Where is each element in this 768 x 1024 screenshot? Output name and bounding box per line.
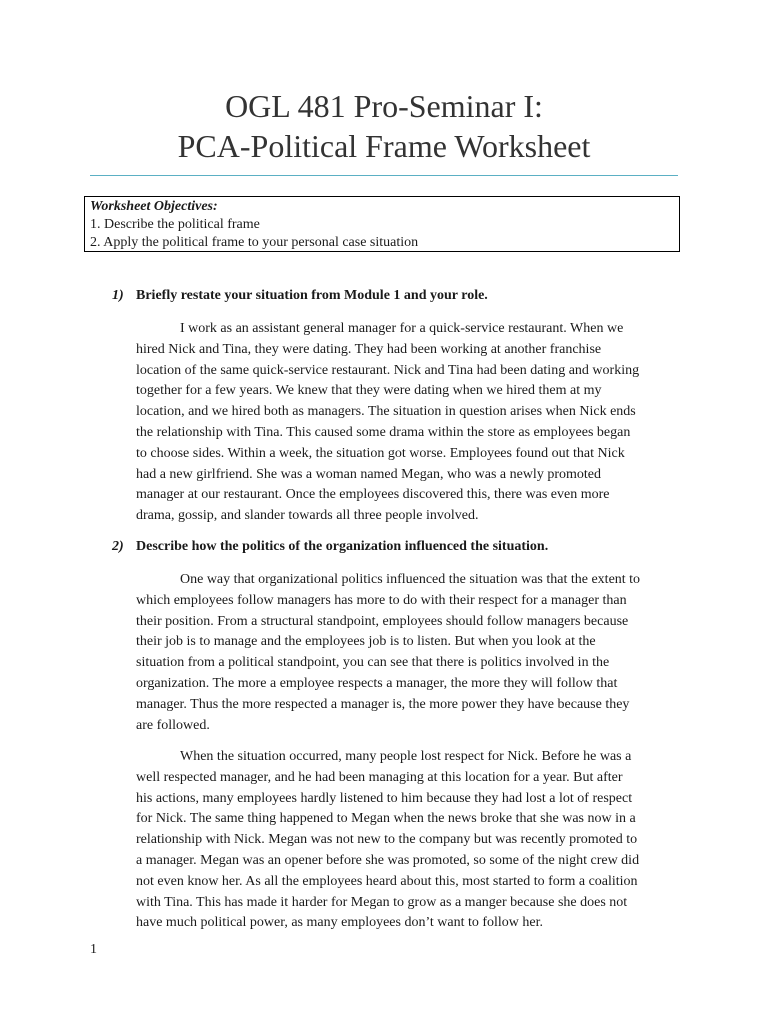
text-line: drama, gossip, and slander towards all three people involved.: [136, 508, 479, 524]
question-1-answer-paragraph: [136, 319, 682, 527]
text-line: relationship with Nick. Megan was not new to the company but was recently promoted to: [136, 832, 638, 848]
text-line: situation from a political standpoint, you can see that there is politics involved in the: [136, 655, 610, 671]
question-2-heading: [112, 539, 548, 555]
objectives-heading: Worksheet Objectives:: [90, 199, 218, 214]
text-line: not even know her. As all the employees heard about this, most started to form a coalition: [136, 873, 638, 889]
text-line: with Tina. This has made it harder for Megan to grow as a manger because she does not: [136, 894, 628, 910]
objectives-box: [84, 196, 680, 252]
page-number: 1: [90, 942, 97, 957]
text-line: organization. The more a employee respects a manager, the more they will follow that: [136, 675, 618, 691]
text-line: their position. From a structural standpoint, employees should follow managers because: [136, 613, 629, 629]
text-line: a manager. Megan was an opener before she was promoted, so some of the night crew did: [136, 852, 640, 868]
question-text: Briefly restate your situation from Module 1 and your role.: [136, 288, 488, 303]
question-1-heading: [112, 288, 488, 304]
objective-item: 1. Describe the political frame: [90, 217, 260, 232]
objective-item: 2. Apply the political frame to your personal case situation: [90, 235, 419, 250]
document-title: [0, 86, 768, 166]
question-2-answer-paragraph-1: [136, 570, 682, 736]
text-line: which employees follow managers has more to do with their respect for a manager than: [136, 592, 627, 608]
question-number: 1): [112, 288, 124, 303]
text-line: manager. Thus the more respected a manager is, the more power they have because they: [136, 696, 630, 712]
text-line: hired Nick and Tina, they were dating. They had been working at another franchise: [136, 341, 602, 357]
text-line: One way that organizational politics influenced the situation was that the extent to: [180, 572, 641, 587]
text-line: for Nick. The same thing happened to Megan when the news broke that she was now in a: [136, 811, 636, 827]
text-line: I work as an assistant general manager for a quick-service restaurant. When we: [180, 321, 624, 336]
title-line-1: OGL 481 Pro-Seminar I:: [225, 88, 543, 124]
text-line: together for a few years. We knew that they were dating when we hired them at my: [136, 383, 602, 399]
text-line: manager at our restaurant. Once the employees discovered this, there was even more: [136, 487, 610, 503]
text-line: location, and we hired both as managers. The situation in question arises when Nick ends: [136, 404, 636, 420]
text-line: had a new girlfriend. She was a woman named Megan, who was a newly promoted: [136, 466, 601, 482]
text-line: to choose sides. Within a week, the situation got worse. Employees found out that Nick: [136, 445, 625, 461]
text-line: their job is to manage and the employees job is to listen. But when you look at the: [136, 634, 596, 650]
text-line: When the situation occurred, many people lost respect for Nick. Before he was a: [180, 749, 632, 764]
question-text: Describe how the politics of the organization influenced the situation.: [136, 539, 549, 554]
text-line: his actions, many employees hardly listened to him because they had lost a lot of respect: [136, 790, 633, 806]
title-line-2: PCA-Political Frame Worksheet: [177, 128, 591, 164]
text-line: have much political power, as many employees don’t want to follow her.: [136, 915, 544, 931]
text-line: the relationship with Tina. This caused some drama within the store as employees began: [136, 424, 631, 440]
question-2-answer-paragraph-2: [136, 747, 682, 934]
question-number: 2): [112, 539, 124, 554]
text-line: location of the same quick-service restaurant. Nick and Tina had been dating and working: [136, 362, 640, 378]
title-divider: [90, 175, 678, 176]
text-line: well respected manager, and he had been managing at this location for a year. But after: [136, 769, 623, 785]
text-line: are followed.: [136, 717, 210, 733]
